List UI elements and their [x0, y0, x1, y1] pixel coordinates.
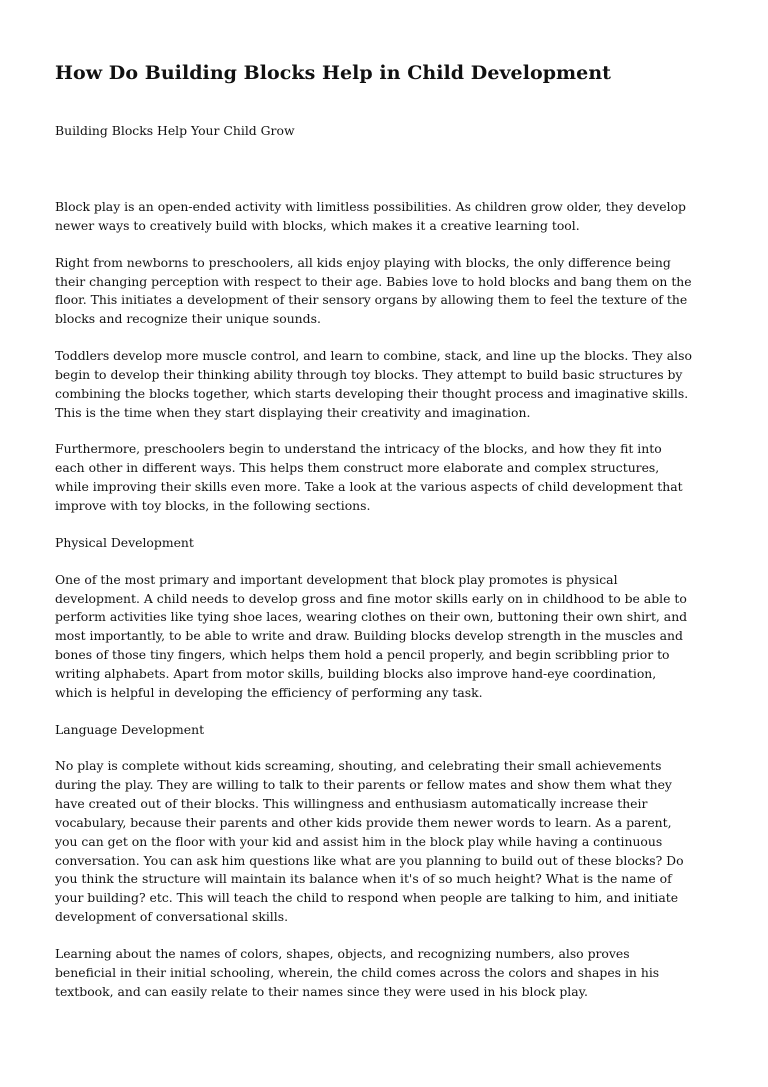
text-line: while improving their skills even more. Take a look at the various aspects of child development that: [55, 479, 683, 495]
text-line: Physical Development: [55, 534, 194, 550]
text-line: floor. This initiates a development of their sensory organs by allowing them to feel the texture of the: [55, 292, 688, 308]
text-line: textbook, and can easily relate to their names since they were used in his block play.: [55, 983, 588, 999]
text-line: vocabulary, because their parents and other kids provide them newer words to learn. As a parent,: [55, 814, 672, 830]
text-line: have created out of their blocks. This willingness and enthusiasm automatically increase their: [55, 796, 648, 812]
text-line: writing alphabets. Apart from motor skills, building blocks also improve hand-eye coordination,: [55, 665, 657, 681]
text-line: conversation. You can ask him questions like what are you planning to build out of these blocks? Do: [55, 852, 684, 868]
body-paragraph: [55, 347, 715, 422]
text-line: Furthermore, preschoolers begin to understand the intricacy of the blocks, and how they fit into: [55, 441, 662, 457]
text-line: most importantly, to be able to write and draw. Building blocks develop strength in the muscles and: [55, 628, 683, 644]
page-subtitle: Building Blocks Help Your Child Grow: [55, 123, 295, 138]
text-line: Block play is an open-ended activity with limitless possibilities. As children grow older, they develop: [55, 199, 686, 214]
page-title: How Do Building Blocks Help in Child Development: [55, 62, 612, 84]
text-line: which is helpful in developing the efficiency of performing any task.: [55, 684, 483, 700]
text-line: No play is complete without kids screaming, shouting, and celebrating their small achievements: [55, 758, 662, 774]
body-paragraph: [55, 945, 715, 1002]
section-heading: [55, 534, 715, 553]
text-line: Right from newborns to preschoolers, all kids enjoy playing with blocks, the only difference being: [55, 254, 671, 270]
text-line: begin to develop their thinking ability through toy blocks. They attempt to build basic structures by: [55, 366, 683, 382]
text-line: improve with toy blocks, in the following sections.: [55, 497, 371, 513]
text-line: development of conversational skills.: [55, 909, 289, 925]
section-heading: [55, 721, 715, 740]
text-line: combining the blocks together, which starts developing their thought process and imaginative skills.: [55, 385, 689, 401]
body-paragraph: [55, 571, 715, 703]
text-line: Language Development: [55, 721, 205, 737]
text-line: you think the structure will maintain its balance when it's of so much height? What is the name of: [55, 871, 672, 887]
text-line: you can get on the floor with your kid and assist him in the block play while having a continuous: [55, 833, 663, 849]
text-line: your building? etc. This will teach the child to respond when people are talking to him, and initiate: [55, 890, 679, 906]
text-line: during the play. They are willing to talk to their parents or fellow mates and show them what they: [55, 777, 672, 793]
text-line: newer ways to creatively build with blocks, which makes it a creative learning tool.: [55, 217, 580, 233]
text-line: perform activities like tying shoe laces, wearing clothes on their own, buttoning their own shirt, and: [55, 609, 688, 625]
text-line: development. A child needs to develop gross and fine motor skills early on in childhood to be able to: [55, 590, 687, 606]
text-line: beneficial in their initial schooling, wherein, the child comes across the colors and shapes in his: [55, 964, 660, 980]
body-paragraph: [55, 440, 715, 515]
text-line: bones of those tiny fingers, which helps them hold a pencil properly, and begin scribbling prior to: [55, 647, 670, 663]
document-body: [55, 198, 715, 1020]
text-line: Toddlers develop more muscle control, and learn to combine, stack, and line up the blocks. They also: [55, 348, 692, 364]
text-line: Learning about the names of colors, shapes, objects, and recognizing numbers, also proves: [55, 946, 630, 961]
text-line: blocks and recognize their unique sounds.: [55, 311, 321, 327]
text-line: One of the most primary and important development that block play promotes is physical: [55, 571, 618, 587]
body-paragraph: [55, 254, 715, 329]
body-paragraph: [55, 198, 715, 236]
text-line: their changing perception with respect to their age. Babies love to hold blocks and bang them on the: [55, 273, 692, 289]
text-line: This is the time when they start displaying their creativity and imagination.: [55, 404, 531, 420]
text-line: each other in different ways. This helps them construct more elaborate and complex structures,: [55, 460, 660, 476]
body-paragraph: [55, 757, 715, 927]
